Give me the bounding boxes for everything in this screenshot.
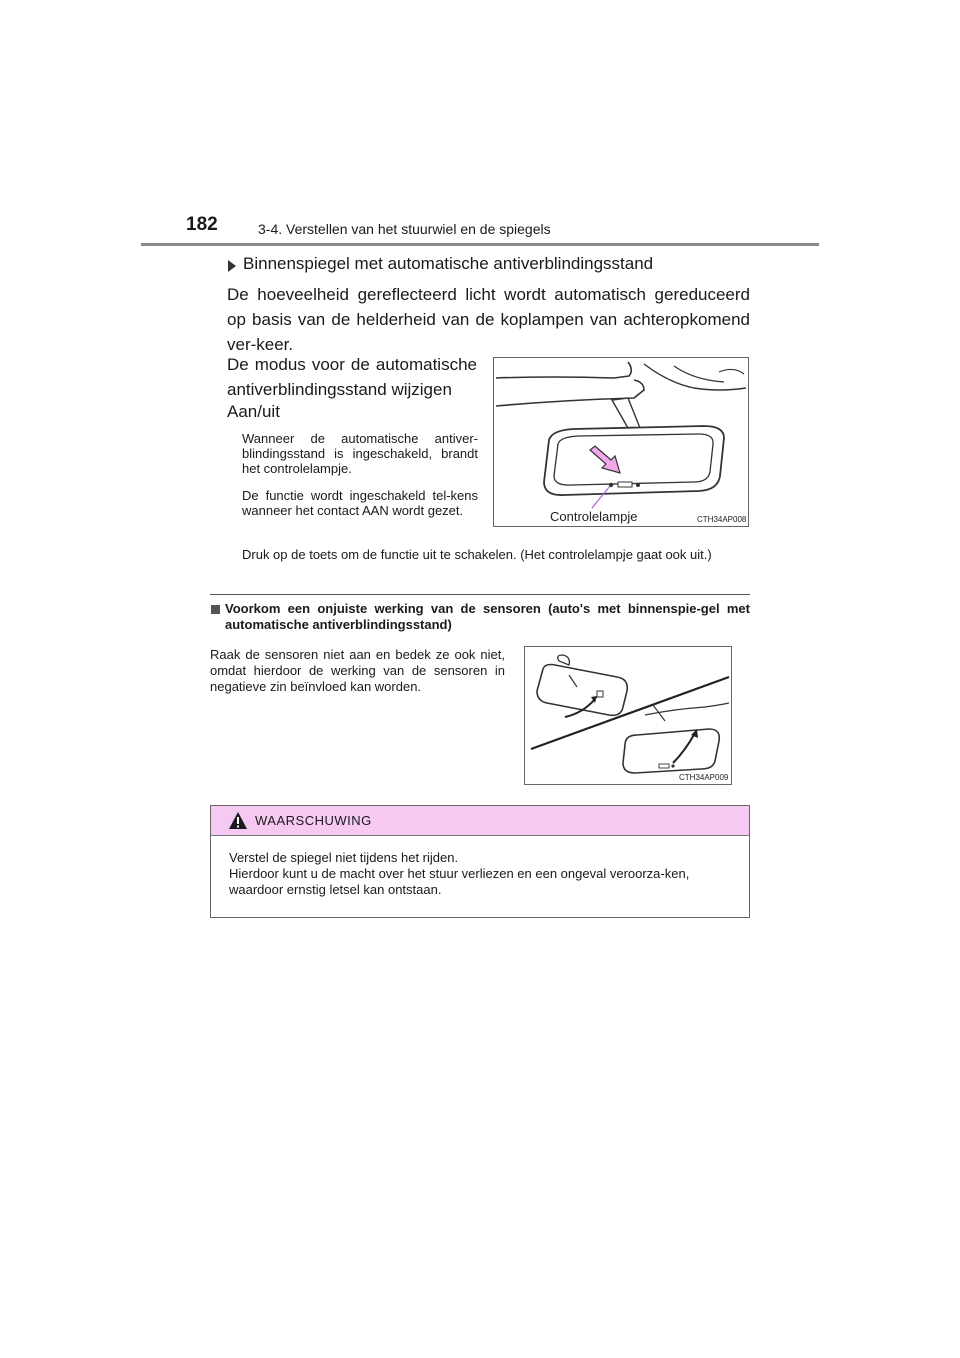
mode-subtitle: Aan/uit [227, 402, 280, 421]
header-rule [141, 243, 819, 246]
warning-line-1: Verstel de spiegel niet tijdens het rijden. [229, 850, 459, 865]
figure1-code: CTH34AP008 [697, 515, 747, 524]
sensor-rear-icon [597, 691, 603, 697]
subheading: Binnenspiegel met automatische antiverblindingsstand [243, 254, 654, 273]
figure-sensors [524, 646, 732, 785]
bullet-square-icon [211, 605, 220, 614]
indicator-label: Controlelampje [550, 509, 638, 524]
section-divider [210, 594, 750, 595]
sensors-illustration [525, 647, 731, 784]
warning-line-2: Hierdoor kunt u de macht over het stuur verliezen en een ongeval veroorza-ken, waardoor ernstig letsel kan ontstaan. [229, 866, 690, 897]
description-indicator: Wanneer de automatische antiver-blindingsstand is ingeschakeld, brandt het controlelampje. [242, 431, 478, 476]
mode-title: De modus voor de automatische antiverblindingsstand wijzigen [227, 355, 477, 399]
warning-triangle-icon [228, 811, 248, 830]
description-switch-off: Druk op de toets om de functie uit te schakelen. (Het controlelampje gaat ook uit.) [242, 547, 712, 562]
bullet-triangle-icon [228, 260, 236, 272]
section-title: 3-4. Verstellen van het stuurwiel en de spiegels [258, 221, 551, 237]
page-number: 182 [186, 214, 218, 235]
figure2-code: CTH34AP009 [679, 773, 729, 782]
sensor-front-icon [671, 764, 674, 767]
warning-header [211, 806, 749, 836]
warning-title: WAARSCHUWING [255, 813, 372, 828]
sensor-heading: Voorkom een onjuiste werking van de sensoren (auto's met binnenspie-gel met automatische antiverblindingsstand) [225, 601, 750, 632]
warning-box [210, 805, 750, 918]
mirror-illustration [494, 358, 748, 526]
intro-paragraph: De hoeveelheid gereflecteerd licht wordt automatisch gereduceerd op basis van de helderheid van de koplampen van achteropkomend ver-keer. [227, 285, 750, 354]
sensor-text: Raak de sensoren niet aan en bedek ze ook niet, omdat hierdoor de werking van de sensoren in negatieve zin beïnvloed kan worden. [210, 647, 505, 694]
figure-mirror-indicator [493, 357, 749, 527]
warning-text [229, 850, 739, 898]
description-ignition: De functie wordt ingeschakeld tel-kens wanneer het contact AAN wordt gezet. [242, 488, 478, 518]
